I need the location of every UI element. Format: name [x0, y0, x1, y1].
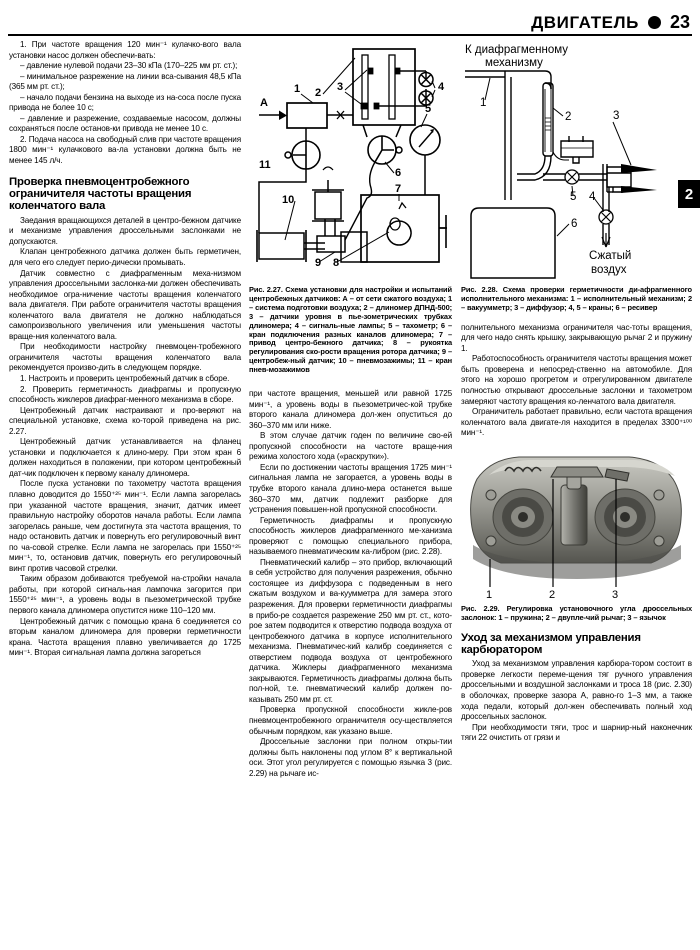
fig-227-callout-8: 8 [333, 257, 340, 269]
page-header [0, 0, 700, 36]
fig-228-callout-1: 1 [480, 97, 487, 109]
paragraph: Центробежный датчик настраивают и про-веряют на специальной установке, схема ко-торой приведена на рис. 2.27. [9, 405, 241, 436]
header-divider [8, 34, 692, 36]
fig-227-callout-9: 9 [315, 257, 322, 269]
paragraph: Ограничитель работает правильно, если частота вращения коленчатого вала двигате-ля находится в пределах 3300⁺¹⁰⁰ мин⁻¹. [461, 407, 692, 438]
column-left [9, 40, 241, 659]
paragraph: Клапан центробежного датчика должен быть герметичен, для чего его следует перио-дически промывать. [9, 247, 241, 267]
paragraph: Датчик совместно с диафрагменным меха-низмом управления дроссельными заслонка-ми должен обеспечивать необходимое огра-ничение частоты вращения коленчатого вала двигателя. При работе ограничителя частоты вращения коленчатого вала двигателя не должно наблюдаться самопроизвольного увеличения или уменьшения частоты враще-ния коленчатого вала. [9, 268, 241, 341]
paragraph: Уход за механизмом управления карбюра-тором состоит в проверке легкости переме-щения тяг ручного управления дроссельными и воздушной заслонками и троса 18 (рис. 2.30) в оболочках, проверке зазора А, равно-го 1–3 мм, а также хода педали, который дол-жен обеспечивать полный ход дроссельных заслонок. [461, 659, 692, 722]
fig-228-top-label-1: К диафрагменному [465, 44, 569, 56]
fig-227-callout-2: 2 [315, 87, 322, 99]
paragraph: – давление и разрежение, создаваемые насосом, должны сохраняться после останов-ки привода не менее 10 с. [9, 113, 241, 134]
fig-227-label-A: A [260, 97, 268, 109]
column-right [461, 40, 692, 744]
figure-caption: Рис. 2.29. Регулировка установочного угла дроссельных заслонок: 1 – пружина; 2 – двупле-чий рычаг; 3 – язычок [461, 603, 692, 622]
figure-caption: Рис. 2.28. Схема проверки герметичности ди-афрагменного исполнительного механизма: 1 – исполнительный механизм; 2 – вакуумметр; 3 – диффузор; 4, 5 – краны; 6 – ресивер [461, 285, 692, 312]
paragraph: – давление нулевой подачи 23–30 кПа (170–225 мм рт. ст.); [20, 61, 238, 71]
fig-228-callout-6: 6 [571, 218, 578, 230]
paragraph: Герметичность диафрагмы и пропускную способность жиклеров диафрагменного ме-ханизма проверяют с помощью специального прибора, называемого пневматическим ка-либром (рис. 2.28). [249, 515, 452, 557]
paragraph: 1. При частоте вращения 120 мин⁻¹ кулачко-вого вала установки насос должен обеспечи-вать: [9, 40, 241, 60]
paragraph: – начало подачи бензина на выходе из на-соса после пуска привода не более 10 с; [9, 92, 241, 113]
paragraph: После пуска установки по тахометру частота вращения плавно доводится до 1550⁺²⁵ мин⁻¹. Если лампа загорелась при указанной частоте вращения, значит, датчик имеет правильную настройку оборотов начала работы. Если лампа загорелась раньше, чем достигнута эта частота вращения, то надо остановить датчик и повернуть его регулировочный винт по ча-совой стрелке. Если лампа не загорелась при 1550⁺²⁵ мин⁻¹, то, остановив датчик, повернуть его регулировочный винт против часовой стрелки. [9, 479, 241, 573]
fig-2-27-test-rig-diagram [249, 40, 452, 280]
fig-227-callout-4: 4 [438, 81, 445, 93]
fig-229-callout-3: 3 [612, 588, 619, 599]
section-heading: Уход за механизмом управления карбюратором [461, 631, 641, 656]
fig-228-top-label-2: механизму [485, 57, 543, 69]
paragraph: 2. Подача насоса на свободный слив при частоте вращения 1800 мин⁻¹ кулачкового ва-ла установки должна быть не менее 145 л/ч. [9, 134, 241, 166]
fig-227-callout-10: 10 [282, 194, 295, 206]
fig-227-callout-5: 5 [425, 103, 432, 115]
page-number: 23 [669, 12, 690, 32]
paragraph: Центробежный датчик устанавливается на фланец установки и подключается к длино-меру. При этом кран 6 должен находиться в положении, при котором центробежный дат-чик подключен к первому каналу длиномера. [9, 437, 241, 478]
section-heading: Проверка пневмоцентробежного ограничителя частоты вращения коленчатого вала [9, 175, 192, 213]
fig-227-callout-6: 6 [395, 167, 402, 179]
paragraph: – минимальное разрежение на линии вса-сывания 48,5 кПа (365 мм рт. ст.); [9, 71, 241, 92]
chapter-tab-number: 2 [684, 185, 694, 203]
fig-2-29-throttle-angle-adjustment-photo [461, 449, 692, 599]
paragraph: Центробежный датчик с помощью крана 6 соединяется со вторым каналом длиномера для проверки герметичности крана. Частота вращения плавно увеличивается до 1725 мин⁻¹. Вторая сигнальная лампа должна загореться [9, 616, 241, 658]
paragraph: Дроссельные заслонки при полном откры-тии должны быть наклонены под углом 8° к вертикальной оси. Этот угол регулируется с помощью язычка 3 (рис. 2.29) на рычаге ис- [249, 737, 452, 778]
figure-2-29 [461, 449, 692, 599]
figure-caption: Рис. 2.27. Схема установки для настройки и испытаний центробежных датчиков: А – от сети сжатого воздуха; 1 – система подготовки воздуха; 2 – длиномер ДПНД-500; 3 – датчики уровня в пье-зометрических трубках длиномера; 4 – сигналь-ные лампы; 5 – тахометр; 6 – кран подключения разных каналов длиномера; 7 – привод центро-бежного датчика; 8 – рукоятка регулирования ско-рости вращения ротора датчика; 9 – центробеж-ный датчик; 10 – пневмозажимы; 11 – кран пнев-мозажимов [249, 285, 452, 375]
column-middle [249, 40, 452, 779]
paragraph: Пневматический калибр – это прибор, включающий в себя устройство для получения разрежения, обычно состоящее из диффузора с подведенным в него сжатым воздухом и ва-куумметра для замера этого разрежения. Для проверки герметичности диафрагмы в прибо-ре создается разрежение 250 мм рт. ст., кото-рое затем подводится к отверстию подвода воздуха от центробежного датчика в корпусе исполнительного механизма. Пневматичес-кий калибр соединяется с отверстием подвода воздуха от центробежного датчика. Жиклеры диафрагменного механизма закрываются. Герметичность диафрагмы должна быть пол-ной, т.е. пневматический калибр должен по-казывать 250 мм рт. ст. [249, 557, 452, 704]
paragraph: при частоте вращения, меньшей или равной 1725 мин⁻¹, а уровень воды в пьезометричес-кой трубке второго канала длиномера дол-жен опуститься до 360–370 мм или ниже. [249, 389, 452, 430]
figure-2-27 [249, 40, 452, 280]
fig-227-callout-3: 3 [337, 81, 344, 93]
fig-228-callout-3: 3 [613, 110, 620, 122]
paragraph: Заедания вращающихся деталей в центро-бежном датчике и механизме управления дроссельными заслонками не допускаются. [9, 215, 241, 246]
fig-228-callout-4: 4 [589, 191, 596, 203]
paragraph: полнительного механизма ограничителя час-тоты вращения, для чего надо снять крышку, закрывающую рычаг 2 и пружину 1. [461, 322, 692, 353]
figure-2-28 [461, 40, 692, 280]
fig-228-bottom-label-2: воздух [591, 264, 627, 276]
paragraph: При необходимости тяги, трос и шарнир-ный наконечник тяги 22 очистить от грязи и [461, 722, 692, 743]
fig-229-callout-2: 2 [549, 588, 556, 599]
page-title: ДВИГАТЕЛЬ [531, 12, 639, 32]
paragraph: В этом случае датчик годен по величине сво-ей пропускной способности на частоте враще-ния режима холостого хода («раскрутки»). [249, 431, 452, 462]
paragraph: Таким образом добиваются требуемой на-стройки начала работы, при которой сигналь-ная лампочка загорится при 1550⁺²⁵ мин⁻¹, а уровень воды в пьезометрической трубке первого канала длиномера опустится ниже 110–120 мм. [9, 574, 241, 616]
paragraph: Проверка пропускной способности жикле-ров пневмоцентробежного ограничителя осу-ществляется обычным порядком, как указано выше. [249, 705, 452, 736]
paragraph: Работоспособность ограничителя частоты вращения может быть проверена и непосред-ственно на автомобиле. Для этого на хорошо прогретом и отрегулированном двигателе полностью открывают дроссельные заслонки и тахометром замеряют частоту вращения ко-ленчатого вала двигателя. [461, 354, 692, 406]
fig-228-callout-5: 5 [570, 191, 577, 203]
paragraph: Если по достижении частоты вращения 1725 мин⁻¹ сигнальная лампа не загорается, а уровень воды в трубке второго канала длино-мера останется выше 360–370 мм, датчик подлежит разборке для устранения повышен-ной пропускной способности. [249, 462, 452, 515]
fig-228-callout-2: 2 [565, 111, 572, 123]
bullet-dot-icon [648, 16, 661, 29]
fig-227-callout-1: 1 [294, 83, 301, 95]
paragraph: При необходимости настройку пневмоцен-тробежного ограничителя частоты вращения коленчатого вала рекомендуется произво-дить в следующем порядке. [9, 342, 241, 373]
fig-229-callout-1: 1 [486, 588, 493, 599]
fig-2-28-tightness-check-diagram [461, 40, 692, 280]
fig-227-callout-7: 7 [395, 183, 402, 195]
paragraph: 2. Проверить герметичность диафрагмы и пропускную способность жиклеров диафраг-менного механизма в сборе. [9, 384, 241, 405]
fig-228-bottom-label-1: Сжатый [589, 250, 632, 262]
paragraph: 1. Настроить и проверить центробежный датчик в сборе. [20, 373, 230, 383]
fig-227-callout-11: 11 [259, 159, 271, 171]
